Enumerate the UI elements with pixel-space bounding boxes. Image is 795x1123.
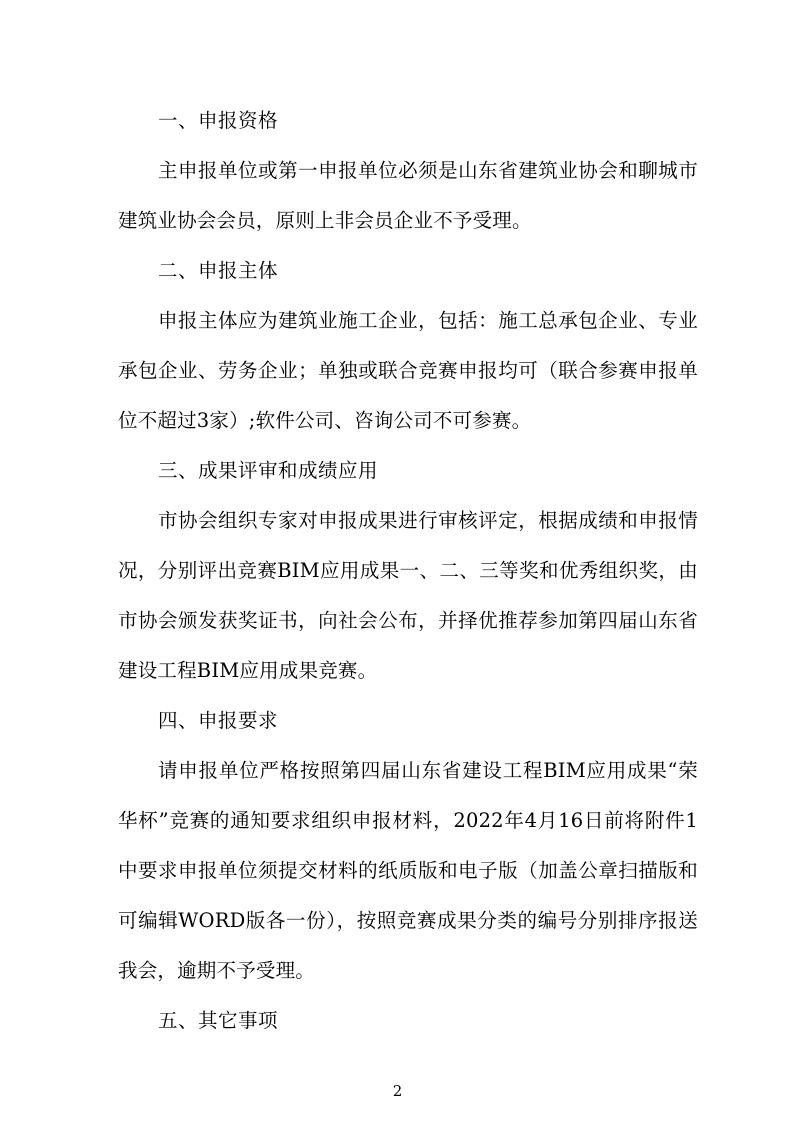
section-heading-5: 五、其它事项: [158, 1009, 279, 1032]
section-heading-1: 一、申报资格: [158, 109, 279, 132]
section-heading-4: 四、申报要求: [158, 709, 279, 732]
section-paragraph-4: 请申报单位严格按照第四届山东省建设工程BIM应用成果“荣华杯”竞赛的通知要求组织申报材料，2022年4月16日前将附件1中要求申报单位须提交材料的纸质版和电子版（加盖公章扫描版和可编辑WORD版各一份），按照竞赛成果分类的编号分别排序报送我会，逾期不予受理。: [118, 759, 698, 982]
section-heading-2: 二、申报主体: [158, 259, 279, 282]
document-body: [118, 96, 698, 1046]
section-paragraph-2: 申报主体应为建筑业施工企业，包括：施工总承包企业、专业承包企业、劳务企业；单独或联合竞赛申报均可（联合参赛申报单位不超过3家）;软件公司、咨询公司不可参赛。: [118, 309, 698, 432]
page-number: 2: [392, 1082, 403, 1100]
section-heading-3: 三、成果评审和成绩应用: [158, 459, 379, 482]
section-paragraph-1: 主申报单位或第一申报单位必须是山东省建筑业协会和聊城市建筑业协会会员，原则上非会员企业不予受理。: [118, 159, 698, 232]
section-paragraph-3: 市协会组织专家对申报成果进行审核评定，根据成绩和申报情况，分别评出竞赛BIM应用成果一、二、三等奖和优秀组织奖，由市协会颁发获奖证书，向社会公布，并择优推荐参加第四届山东省建设工程BIM应用成果竞赛。: [118, 509, 698, 682]
